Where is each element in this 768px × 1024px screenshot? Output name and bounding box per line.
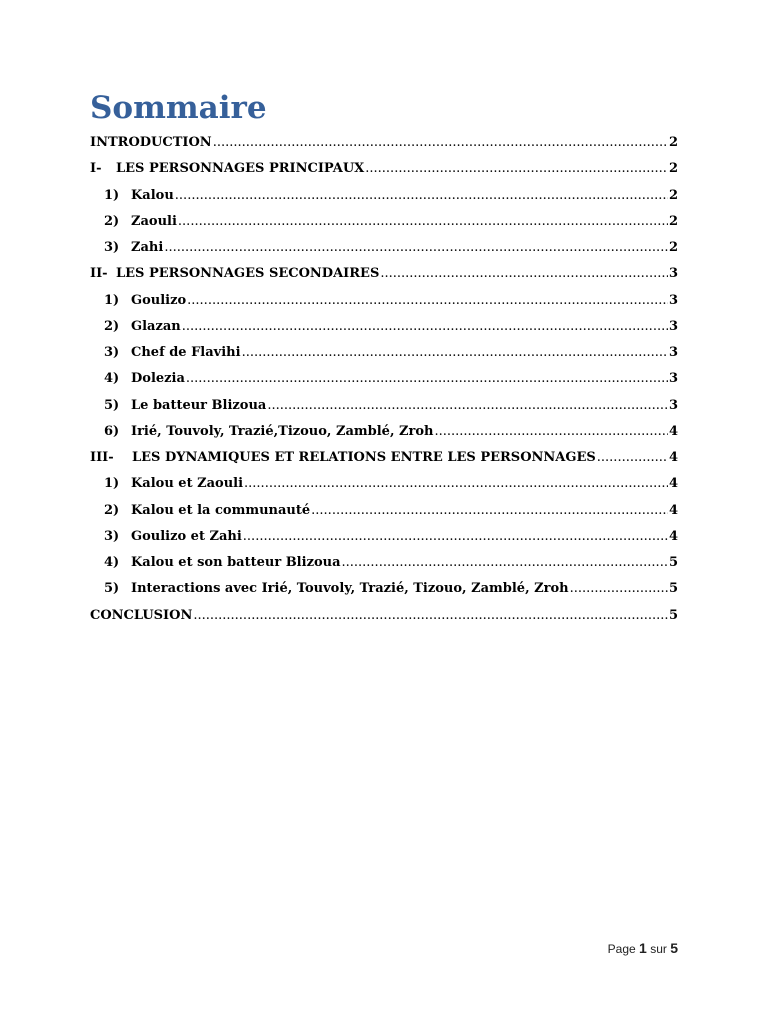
toc-entry[interactable] bbox=[90, 445, 678, 471]
toc-entry-number: 5) bbox=[104, 397, 120, 413]
toc-dot-leader bbox=[380, 261, 668, 287]
table-of-contents bbox=[90, 130, 678, 629]
toc-entry[interactable] bbox=[90, 524, 678, 550]
toc-entry-label: INTRODUCTION bbox=[90, 135, 212, 150]
toc-dot-leader bbox=[242, 340, 668, 366]
toc-entry-number: 1) bbox=[104, 292, 120, 308]
toc-dot-leader bbox=[175, 183, 668, 209]
toc-dot-leader bbox=[186, 366, 668, 392]
toc-entry-label: Goulizo bbox=[131, 292, 187, 308]
toc-entry-page-number: 5 bbox=[668, 607, 678, 623]
toc-entry-page-number: 2 bbox=[668, 187, 678, 203]
toc-entry-number: 6) bbox=[104, 423, 120, 439]
toc-dot-leader bbox=[187, 288, 668, 314]
toc-entry-label: Kalou et son batteur Blizoua bbox=[131, 555, 341, 570]
toc-dot-leader bbox=[570, 576, 668, 602]
toc-entry-label: Glazan bbox=[131, 318, 181, 334]
toc-entry-label: LES PERSONNAGES PRINCIPAUX bbox=[116, 161, 365, 177]
toc-entry[interactable] bbox=[90, 471, 678, 497]
toc-entry-page-number: 3 bbox=[668, 266, 678, 282]
toc-entry-number: 2) bbox=[104, 502, 120, 518]
toc-entry-label: Le batteur Blizoua bbox=[131, 397, 267, 413]
toc-entry-label: Zaouli bbox=[131, 213, 177, 229]
footer-prefix: Page bbox=[607, 942, 636, 956]
toc-entry-number: 3) bbox=[104, 240, 120, 255]
toc-entry-label: Goulizo et Zahi bbox=[131, 528, 242, 544]
toc-entry[interactable] bbox=[90, 498, 678, 524]
toc-entry-page-number: 5 bbox=[668, 581, 678, 597]
toc-entry-page-number: 4 bbox=[668, 476, 678, 492]
toc-entry[interactable] bbox=[90, 340, 678, 366]
toc-entry[interactable] bbox=[90, 183, 678, 209]
toc-entry[interactable] bbox=[90, 419, 678, 445]
toc-dot-leader bbox=[311, 498, 668, 524]
toc-entry[interactable] bbox=[90, 130, 678, 156]
toc-dot-leader bbox=[244, 471, 668, 497]
toc-entry-page-number: 3 bbox=[668, 345, 678, 360]
toc-entry-number: 2) bbox=[104, 318, 120, 334]
toc-dot-leader bbox=[342, 550, 668, 576]
toc-entry-label: Zahi bbox=[131, 240, 164, 255]
footer-total-pages: 5 bbox=[670, 940, 678, 956]
toc-dot-leader bbox=[243, 524, 668, 550]
toc-entry-page-number: 4 bbox=[668, 502, 678, 518]
toc-entry-page-number: 2 bbox=[668, 240, 678, 255]
toc-entry-page-number: 2 bbox=[668, 135, 678, 150]
toc-entry-label: CONCLUSION bbox=[90, 607, 193, 623]
toc-entry-page-number: 4 bbox=[668, 450, 678, 465]
toc-entry[interactable] bbox=[90, 209, 678, 235]
toc-entry[interactable] bbox=[90, 603, 678, 629]
toc-dot-leader bbox=[597, 445, 668, 471]
toc-entry[interactable] bbox=[90, 261, 678, 287]
toc-entry-page-number: 2 bbox=[668, 213, 678, 229]
toc-entry-page-number: 2 bbox=[668, 161, 678, 177]
toc-entry-label: Kalou et la communauté bbox=[131, 502, 311, 518]
toc-entry-label: Kalou bbox=[131, 187, 174, 203]
toc-entry-page-number: 3 bbox=[668, 318, 678, 334]
toc-entry-label: Irié, Touvoly, Trazié,Tizouo, Zamblé, Zroh bbox=[131, 423, 434, 439]
toc-entry[interactable] bbox=[90, 235, 678, 261]
toc-entry-number: 3) bbox=[104, 345, 120, 360]
toc-entry-page-number: 5 bbox=[668, 555, 678, 570]
toc-title: Sommaire bbox=[90, 90, 267, 126]
toc-dot-leader bbox=[182, 314, 668, 340]
toc-dot-leader bbox=[365, 156, 668, 182]
toc-entry-page-number: 4 bbox=[668, 528, 678, 544]
toc-entry-number: I- bbox=[90, 161, 102, 177]
toc-dot-leader bbox=[434, 419, 667, 445]
toc-entry-label: LES PERSONNAGES SECONDAIRES bbox=[116, 266, 380, 282]
toc-dot-leader bbox=[213, 130, 668, 156]
toc-entry[interactable] bbox=[90, 288, 678, 314]
footer-separator: sur bbox=[650, 942, 667, 956]
toc-dot-leader bbox=[267, 393, 668, 419]
toc-entry[interactable] bbox=[90, 550, 678, 576]
toc-entry-page-number: 3 bbox=[668, 371, 678, 387]
page-footer bbox=[608, 940, 678, 956]
toc-entry-number: 1) bbox=[104, 187, 120, 203]
toc-entry-number: II- bbox=[90, 266, 108, 282]
toc-entry-number: 2) bbox=[104, 213, 120, 229]
toc-entry[interactable] bbox=[90, 393, 678, 419]
toc-entry-page-number: 4 bbox=[668, 423, 678, 439]
toc-dot-leader bbox=[178, 209, 668, 235]
toc-entry-label: Dolezia bbox=[131, 371, 185, 387]
toc-entry[interactable] bbox=[90, 314, 678, 340]
toc-entry-number: III- bbox=[90, 450, 114, 465]
toc-entry[interactable] bbox=[90, 576, 678, 602]
toc-entry-page-number: 3 bbox=[668, 397, 678, 413]
toc-entry-label: LES DYNAMIQUES ET RELATIONS ENTRE LES PERSONNAGES bbox=[132, 450, 596, 465]
toc-entry-label: Chef de Flavihi bbox=[131, 345, 241, 360]
toc-entry-label: Kalou et Zaouli bbox=[131, 476, 244, 492]
toc-entry-label: Interactions avec Irié, Touvoly, Trazié, Tizouo, Zamblé, Zroh bbox=[131, 581, 569, 597]
toc-dot-leader bbox=[164, 235, 668, 261]
toc-entry-number: 1) bbox=[104, 476, 120, 492]
toc-entry[interactable] bbox=[90, 156, 678, 182]
footer-current-page: 1 bbox=[639, 940, 647, 956]
toc-entry[interactable] bbox=[90, 366, 678, 392]
toc-entry-number: 5) bbox=[104, 581, 120, 597]
toc-entry-number: 4) bbox=[104, 371, 120, 387]
toc-entry-number: 3) bbox=[104, 528, 120, 544]
toc-entry-number: 4) bbox=[104, 555, 120, 570]
toc-entry-page-number: 3 bbox=[668, 292, 678, 308]
toc-dot-leader bbox=[193, 603, 668, 629]
